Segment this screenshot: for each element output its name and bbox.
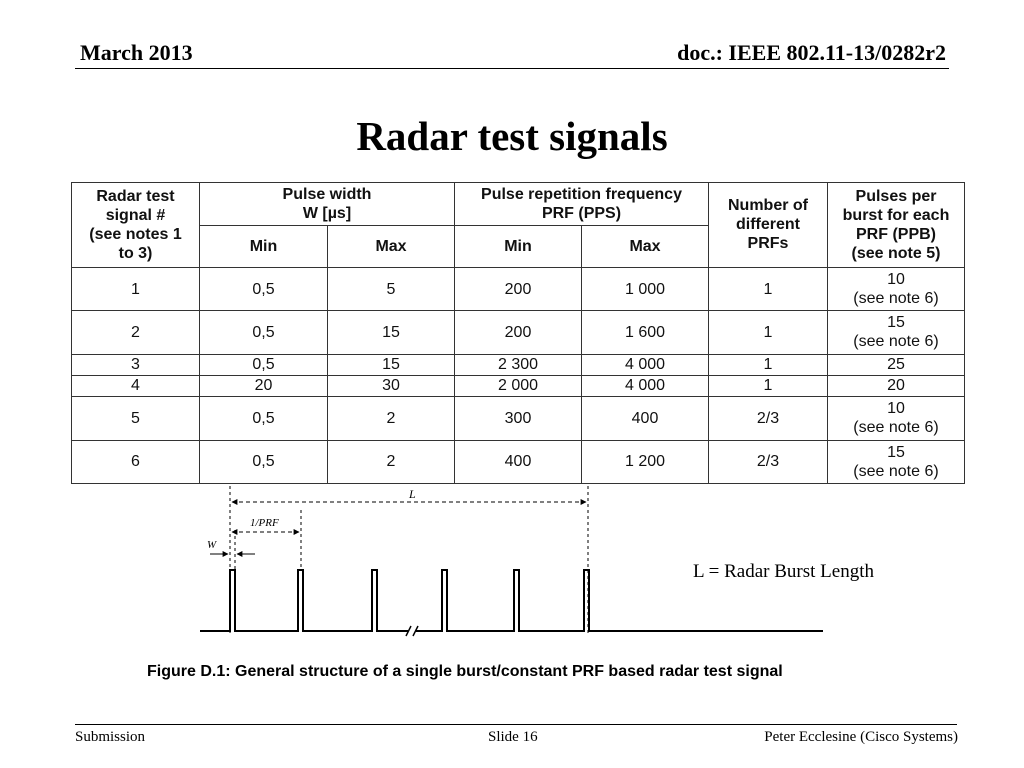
table-row <box>72 375 965 396</box>
cell-sig: 2 <box>72 311 200 354</box>
header-pw-max: Max <box>328 226 455 267</box>
cell-sig: 4 <box>72 375 200 396</box>
table-row <box>72 440 965 483</box>
label-pulse-width: W <box>207 539 217 551</box>
table-row <box>72 267 965 310</box>
slide-title: Radar test signals <box>356 113 668 159</box>
cell-sig: 1 <box>72 267 200 310</box>
cell-num: 1 <box>709 311 828 354</box>
ppb-value: 15 <box>887 443 905 461</box>
header-date: March 2013 <box>80 40 193 65</box>
footer-author: Peter Ecclesine (Cisco Systems) <box>764 729 958 745</box>
header-prf: Pulse repetition frequency PRF (PPS) <box>455 183 709 226</box>
ppb-value: 10 <box>887 400 905 418</box>
cell-prf-max: 4 000 <box>582 354 709 375</box>
footer-slide-number: Slide 16 <box>488 729 538 745</box>
cell-prf-max: 1 600 <box>582 311 709 354</box>
cell-num: 1 <box>709 354 828 375</box>
ppb-note: (see note 6) <box>853 419 939 437</box>
cell-prf-max: 4 000 <box>582 375 709 396</box>
table-row <box>72 311 965 354</box>
label-burst-length: L <box>409 487 416 501</box>
cell-ppb <box>828 354 965 375</box>
cell-prf-min: 200 <box>455 267 582 310</box>
cell-pw-max: 15 <box>328 311 455 354</box>
cell-ppb <box>828 311 965 354</box>
header-pulse-width: Pulse width W [µs] <box>200 183 455 226</box>
ppb-value: 20 <box>887 377 905 395</box>
cell-pw-max: 30 <box>328 375 455 396</box>
cell-pw-max: 15 <box>328 354 455 375</box>
header-pw-min: Min <box>200 226 328 267</box>
cell-pw-min: 0,5 <box>200 440 328 483</box>
footer-submission: Submission <box>75 729 146 745</box>
header-pulses-per-burst: Pulses per burst for each PRF (PPB) (see note 5) <box>828 183 965 268</box>
cell-num: 2/3 <box>709 397 828 440</box>
cell-num: 1 <box>709 375 828 396</box>
table-row <box>72 354 965 375</box>
cell-ppb <box>828 440 965 483</box>
header-prf-min: Min <box>455 226 582 267</box>
header-num-prfs: Number of different PRFs <box>709 183 828 268</box>
cell-prf-min: 200 <box>455 311 582 354</box>
cell-prf-min: 2 300 <box>455 354 582 375</box>
cell-sig: 6 <box>72 440 200 483</box>
cell-pw-min: 0,5 <box>200 397 328 440</box>
ppb-note: (see note 6) <box>853 290 939 308</box>
cell-prf-min: 2 000 <box>455 375 582 396</box>
cell-pw-min: 20 <box>200 375 328 396</box>
cell-pw-max: 5 <box>328 267 455 310</box>
label-prf: 1/PRF <box>250 517 279 529</box>
table-row <box>72 397 965 440</box>
cell-pw-min: 0,5 <box>200 267 328 310</box>
cell-num: 1 <box>709 267 828 310</box>
ppb-note: (see note 6) <box>853 462 939 480</box>
cell-ppb <box>828 267 965 310</box>
figure-caption: Figure D.1: General structure of a single burst/constant PRF based radar test signal <box>147 663 783 680</box>
cell-ppb <box>828 397 965 440</box>
cell-pw-min: 0,5 <box>200 311 328 354</box>
cell-sig: 3 <box>72 354 200 375</box>
header-signal: Radar test signal # (see notes 1 to 3) <box>72 183 200 268</box>
cell-prf-max: 1 000 <box>582 267 709 310</box>
cell-pw-max: 2 <box>328 440 455 483</box>
ppb-note: (see note 6) <box>853 333 939 351</box>
radar-signal-table <box>71 182 965 484</box>
cell-pw-max: 2 <box>328 397 455 440</box>
ppb-value: 25 <box>887 356 905 374</box>
burst-length-label: L = Radar Burst Length <box>693 561 874 582</box>
cell-sig: 5 <box>72 397 200 440</box>
footer-rule <box>75 724 957 725</box>
cell-prf-min: 400 <box>455 440 582 483</box>
header-prf-max: Max <box>582 226 709 267</box>
ppb-value: 15 <box>887 314 905 332</box>
cell-ppb <box>828 375 965 396</box>
ppb-value: 10 <box>887 271 905 289</box>
header-doc-id: doc.: IEEE 802.11-13/0282r2 <box>677 40 946 65</box>
header-rule <box>75 68 949 69</box>
cell-prf-max: 400 <box>582 397 709 440</box>
cell-prf-max: 1 200 <box>582 440 709 483</box>
cell-num: 2/3 <box>709 440 828 483</box>
cell-prf-min: 300 <box>455 397 582 440</box>
cell-pw-min: 0,5 <box>200 354 328 375</box>
